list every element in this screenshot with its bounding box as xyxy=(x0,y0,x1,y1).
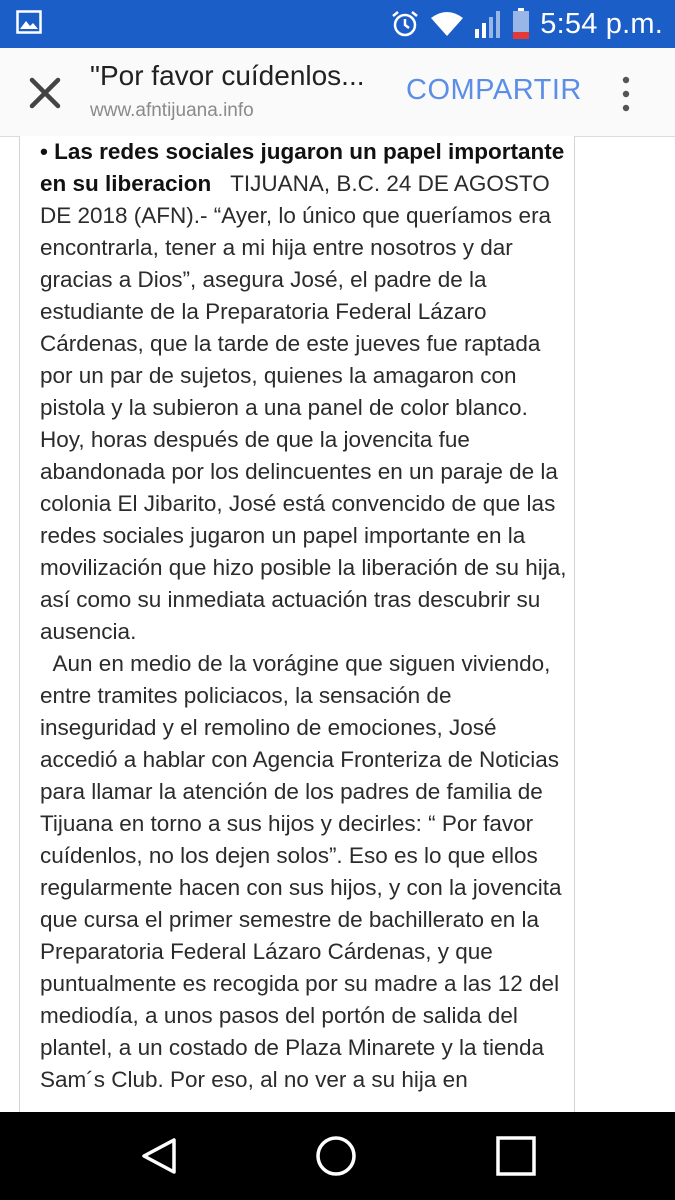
wifi-icon xyxy=(430,10,464,38)
home-icon[interactable] xyxy=(314,1134,358,1178)
navigation-bar xyxy=(0,1112,675,1200)
gallery-icon xyxy=(16,10,42,34)
article-paragraph-2 xyxy=(40,648,568,1096)
recent-apps-icon[interactable] xyxy=(494,1134,538,1178)
custom-tab-toolbar xyxy=(0,48,675,137)
clock-time: 5:54 p.m. xyxy=(540,7,663,40)
page-url: www.afntijuana.info xyxy=(90,100,254,121)
web-content[interactable] xyxy=(19,136,575,1112)
article-paragraph-2-text: Aun en medio de la vorágine que siguen viviendo, entre tramites policiacos, la sensación de inseguridad y el remolino de emociones, José accedió a hablar con Agencia Fronteriza de Noticias para llamar la atención de los padres de familia de Tijuana en torno a sus hijos y decirles: “ Por favor cuídenlos, no los dejen solos”. Eso es lo que ellos regularmente hacen con sus hijos, y con la jovencita que cursa el primer semestre de bachillerato en la Preparatoria Federal Lázaro Cárdenas, y que puntualmente es recogida por su madre a las 12 del mediodía, a unos pasos del portón de salida del plantel, a un costado de Plaza Minarete y la tienda Sam´s Club. Por eso, al no ver a su hija en xyxy=(40,651,562,1092)
article-heading: • Las redes sociales jugaron un papel importante en su liberacion xyxy=(40,139,565,196)
back-icon[interactable] xyxy=(138,1134,182,1178)
signal-icon xyxy=(474,9,502,39)
battery-icon xyxy=(512,8,530,40)
status-bar xyxy=(0,0,675,48)
alarm-icon xyxy=(390,9,420,39)
article-body xyxy=(20,136,574,1096)
close-icon[interactable] xyxy=(26,74,64,112)
article-paragraph-1-text: TIJUANA, B.C. 24 DE AGOSTO DE 2018 (AFN).- “Ayer, lo único que queríamos era encontrarla, tener a mi hija entre nosotros y dar gracias a Dios”, asegura José, el padre de la estudiante de la Preparatoria Federal Lázaro Cárdenas, que la tarde de este jueves fue raptada por un par de sujetos, quienes la amagaron con pistola y la subieron a una panel de color blanco. Hoy, horas después de que la jovencita fue abandonada por los delincuentes en un paraje de la colonia El Jibarito, José está convencido de que las redes sociales jugaron un papel importante en la movilización que hizo posible la liberación de su hija, así como su inmediata actuación tras descubrir su ausencia. xyxy=(40,171,567,644)
page-title: "Por favor cuídenlos... xyxy=(90,60,365,91)
share-button[interactable]: COMPARTIR xyxy=(406,74,582,106)
article-paragraph-1 xyxy=(40,136,568,648)
more-vert-icon[interactable] xyxy=(614,72,638,116)
